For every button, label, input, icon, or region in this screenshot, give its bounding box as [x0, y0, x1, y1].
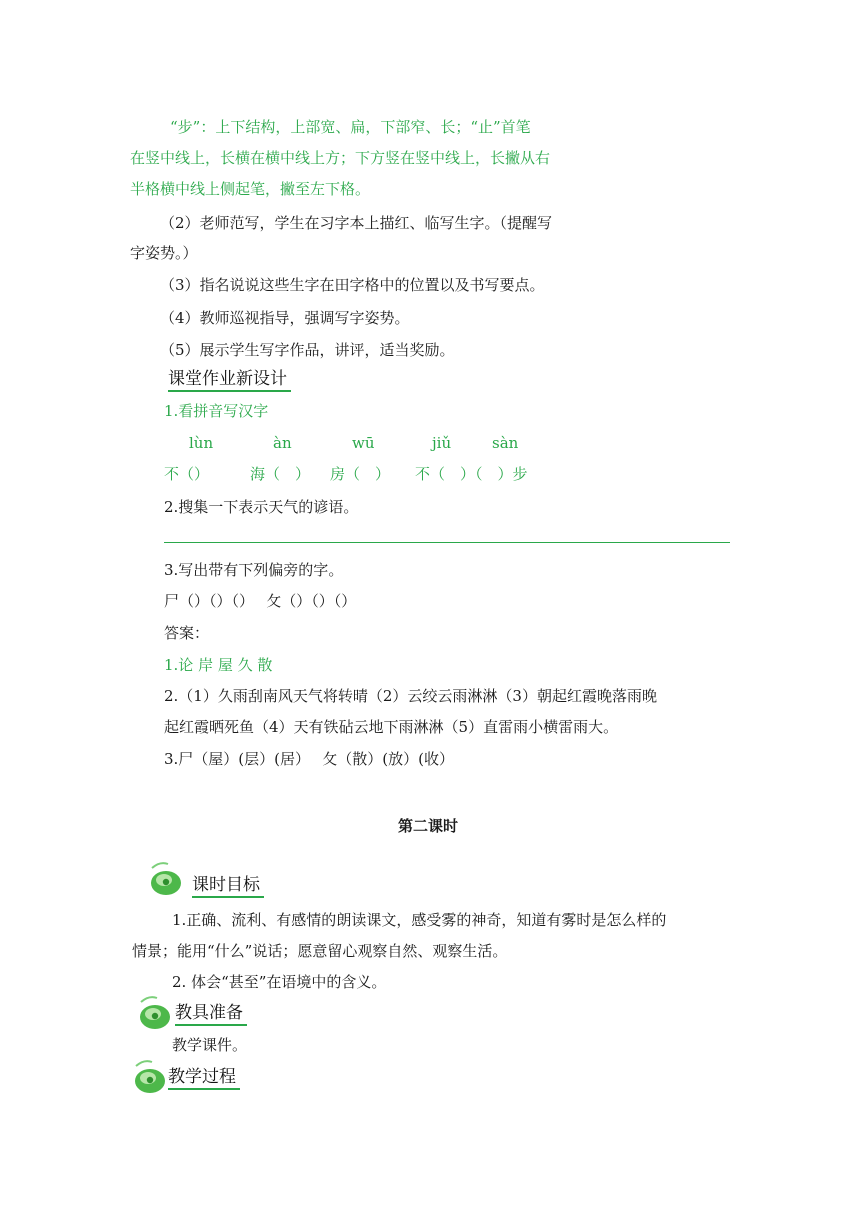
answer-1: 1.论 岸 屋 久 散 [164, 656, 273, 674]
pinyin-1: lùn [189, 434, 214, 452]
step-4: （4）教师巡视指导，强调写字姿势。 [160, 309, 410, 327]
answer-2-line-1: 2.（1）久雨刮南风天气将转晴（2）云绞云雨淋淋（3）朝起红霞晚落雨晚 [164, 687, 657, 705]
tools-text: 教学课件。 [172, 1036, 248, 1054]
blank-4: 不（ ）（ ）步 [415, 465, 528, 483]
step-2-line-2: 字姿势。） [130, 244, 198, 262]
homework-q3: 3.写出带有下列偏旁的字。 [164, 561, 344, 579]
answer-3: 3.尸（屋）(层）(居） 攵（散）(放）(收） [164, 750, 454, 768]
process-heading: 教学过程 [168, 1066, 240, 1090]
goals-heading: 课时目标 [192, 874, 264, 898]
leaf-badge-icon [146, 860, 190, 898]
pinyin-4: jiǔ [432, 434, 452, 452]
goal-2: 2. 体会“甚至”在语境中的含义。 [172, 973, 387, 991]
pinyin-5: sàn [492, 434, 519, 452]
writing-guide-line-1: “步”：上下结构，上部宽、扁，下部窄、长；“止”首笔 [170, 118, 531, 136]
step-2-line-1: （2）老师范写，学生在习字本上描红、临写生字。（提醒写 [160, 214, 553, 232]
tools-heading: 教具准备 [175, 1002, 247, 1026]
answer-line [164, 542, 730, 543]
answer-label: 答案： [164, 624, 210, 642]
homework-q3-blanks: 尸（）（）（） 攵（）（）（） [164, 592, 357, 610]
goal-1-line-2: 情景；能用“什么”说话；愿意留心观察自然、观察生活。 [132, 942, 508, 960]
writing-guide-line-3: 半格横中线上侧起笔，撇至左下格。 [130, 180, 371, 198]
lesson-title: 第二课时 [398, 817, 459, 835]
homework-q2: 2.搜集一下表示天气的谚语。 [164, 498, 359, 516]
pinyin-2: àn [273, 434, 292, 452]
step-5: （5）展示学生写字作品，讲评，适当奖励。 [160, 341, 455, 359]
goal-1-line-1: 1.正确、流利、有感情的朗读课文，感受雾的神奇，知道有雾时是怎么样的 [172, 911, 667, 929]
homework-q1: 1.看拼音写汉字 [164, 402, 269, 420]
leaf-badge-icon [135, 994, 179, 1032]
homework-heading: 课堂作业新设计 [168, 368, 291, 392]
blank-2: 海（ ） [250, 465, 311, 483]
blank-3: 房（ ） [330, 465, 391, 483]
pinyin-3: wū [352, 434, 375, 452]
answer-2-line-2: 起红霞晒死鱼（4）天有铁砧云地下雨淋淋（5）直雷雨小横雷雨大。 [164, 718, 619, 736]
step-3: （3）指名说说这些生字在田字格中的位置以及书写要点。 [160, 276, 545, 294]
blank-1: 不（） [164, 465, 210, 483]
writing-guide-line-2: 在竖中线上，长横在横中线上方；下方竖在竖中线上，长撇从右 [130, 149, 551, 167]
